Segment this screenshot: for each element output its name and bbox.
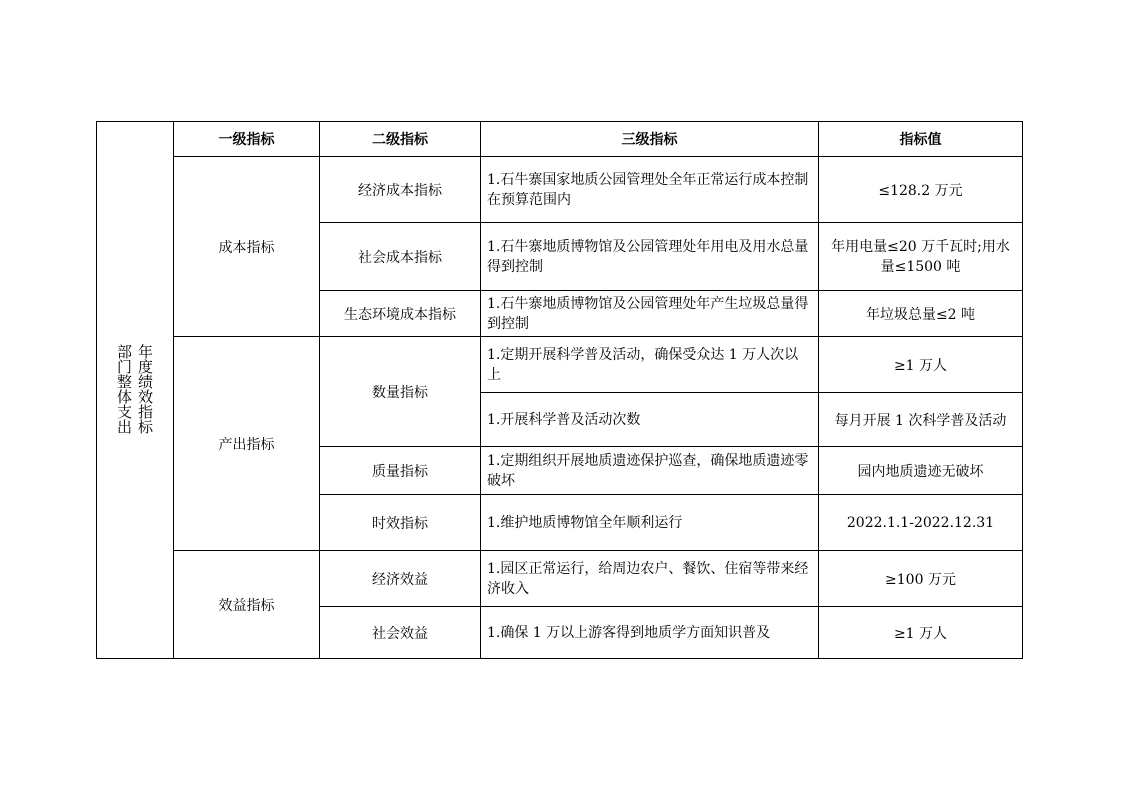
side-label-char: 支 bbox=[116, 403, 132, 421]
value-cell: ≤128.2 万元 bbox=[819, 157, 1023, 223]
table-row bbox=[97, 337, 1023, 393]
side-label-char: 绩 bbox=[138, 373, 154, 391]
side-label bbox=[117, 345, 153, 435]
side-label-char: 体 bbox=[116, 388, 132, 406]
value-cell: 年用电量≤20 万千瓦时;用水量≤1500 吨 bbox=[819, 223, 1023, 291]
table-row bbox=[97, 157, 1023, 223]
side-label-char: 部 bbox=[116, 343, 132, 361]
level3-cell: 1.开展科学普及活动次数 bbox=[481, 393, 819, 447]
value-cell: 年垃圾总量≤2 吨 bbox=[819, 291, 1023, 337]
level3-cell: 1.园区正常运行，给周边农户、餐饮、住宿等带来经济收入 bbox=[481, 551, 819, 607]
level3-cell: 1.定期开展科学普及活动，确保受众达 1 万人次以上 bbox=[481, 337, 819, 393]
level2-cell: 社会成本指标 bbox=[320, 223, 481, 291]
side-label-char: 出 bbox=[116, 418, 132, 436]
value-cell: ≥1 万人 bbox=[819, 337, 1023, 393]
value-cell: 每月开展 1 次科学普及活动 bbox=[819, 393, 1023, 447]
level2-cell: 经济效益 bbox=[320, 551, 481, 607]
level2-cell: 时效指标 bbox=[320, 495, 481, 551]
side-label-char: 效 bbox=[138, 388, 154, 406]
side-label-col-right bbox=[138, 345, 153, 435]
level1-cell: 效益指标 bbox=[174, 551, 320, 659]
side-label-char: 指 bbox=[138, 403, 154, 421]
side-label-char: 整 bbox=[116, 373, 132, 391]
value-cell: ≥100 万元 bbox=[819, 551, 1023, 607]
value-cell: 园内地质遗迹无破坏 bbox=[819, 447, 1023, 495]
level1-cell: 产出指标 bbox=[174, 337, 320, 551]
level2-cell: 质量指标 bbox=[320, 447, 481, 495]
level3-cell: 1.确保 1 万以上游客得到地质学方面知识普及 bbox=[481, 607, 819, 659]
header-level3: 三级指标 bbox=[481, 122, 819, 157]
level2-cell: 生态环境成本指标 bbox=[320, 291, 481, 337]
header-level2: 二级指标 bbox=[320, 122, 481, 157]
header-level1: 一级指标 bbox=[174, 122, 320, 157]
level3-cell: 1.石牛寨地质博物馆及公园管理处年产生垃圾总量得到控制 bbox=[481, 291, 819, 337]
level3-cell: 1.石牛寨地质博物馆及公园管理处年用电及用水总量得到控制 bbox=[481, 223, 819, 291]
side-label-char: 年 bbox=[138, 343, 154, 361]
performance-indicator-table bbox=[96, 121, 1023, 659]
header-row bbox=[97, 122, 1023, 157]
level2-cell: 数量指标 bbox=[320, 337, 481, 447]
side-label-col-left bbox=[117, 345, 132, 435]
level1-cell: 成本指标 bbox=[174, 157, 320, 337]
level3-cell: 1.维护地质博物馆全年顺利运行 bbox=[481, 495, 819, 551]
level3-cell: 1.石牛寨国家地质公园管理处全年正常运行成本控制在预算范围内 bbox=[481, 157, 819, 223]
level3-cell: 1.定期组织开展地质遗迹保护巡查，确保地质遗迹零破坏 bbox=[481, 447, 819, 495]
side-label-char: 标 bbox=[138, 418, 154, 436]
header-value: 指标值 bbox=[819, 122, 1023, 157]
value-cell: 2022.1.1-2022.12.31 bbox=[819, 495, 1023, 551]
level2-cell: 社会效益 bbox=[320, 607, 481, 659]
level2-cell: 经济成本指标 bbox=[320, 157, 481, 223]
side-label-char: 门 bbox=[116, 358, 132, 376]
side-label-char: 度 bbox=[138, 358, 154, 376]
value-cell: ≥1 万人 bbox=[819, 607, 1023, 659]
side-label-cell bbox=[97, 122, 174, 659]
table-row bbox=[97, 551, 1023, 607]
